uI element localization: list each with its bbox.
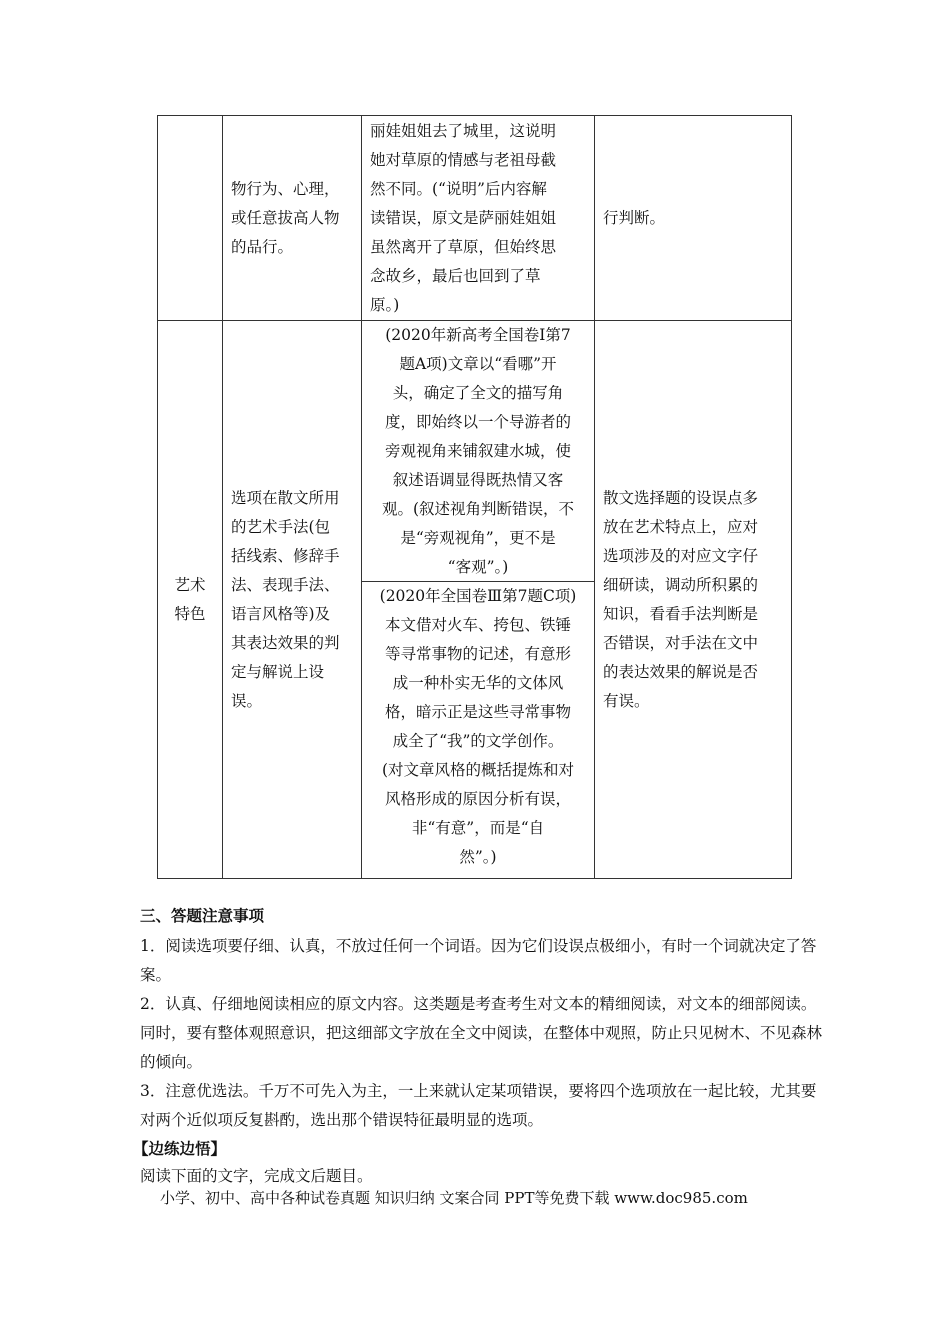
table-row — [158, 321, 792, 879]
paragraph-2: 2．认真、仔细地阅读相应的原文内容。这类题是考查考生对文本的精细阅读，对文本的细部阅读。同时，要有整体观照意识，把这细部文字放在全文中阅读，在整体中观照，防止只见树木、不见森林的倾向。 — [140, 995, 823, 1071]
row1-col4-cell: 行判断。 — [595, 116, 792, 321]
row1-col3-cell: 丽娃姐姐去了城里，这说明 她对草原的情感与老祖母截 然不同。(“说明”后内容解 读错误，原文是萨丽娃姐姐 虽然离开了草原，但始终思 念故乡，最后也回到了草 原。) — [362, 116, 595, 321]
row2-col4-cell: 散文选择题的设误点多 放在艺术特点上，应对 选项涉及的对应文字仔 细研读，调动所积累的 知识，看看手法判断是 否错误，对手法在文中 的表达效果的解说是否 有误。 — [595, 321, 792, 879]
footer-text: 小学、初中、高中各种试卷真题 知识归纳 文案合同 PPT等免费下载 www.doc985.com — [160, 1189, 748, 1207]
example-2020-new-gaokao: (2020年新高考全国卷Ⅰ第7 题A项)文章以“看哪”开 头，确定了全文的描写角 度，即始终以一个导游者的 旁观视角来铺叙建水城，使 叙述语调显得既热情又客 观。(叙述视角判断错误，不 是“旁观视角”，更不是 “客观”。) — [362, 321, 594, 582]
practice-heading: 【边练边悟】 — [133, 1140, 227, 1158]
row2-col3-cell — [362, 321, 595, 879]
analysis-table — [157, 115, 792, 879]
row2-col1-cell: 艺术 特色 — [158, 321, 223, 879]
section-heading: 三、答题注意事项 — [140, 907, 265, 925]
example-2020-national-3: (2020年全国卷Ⅲ第7题C项) 本文借对火车、挎包、铁锤 等寻常事物的记述，有意形 成一种朴实无华的文体风 格，暗示正是这些寻常事物 成全了“我”的文学创作。 (对文章风格的概括提炼和对 风格形成的原因分析有误， 非“有意”，而是“自 然”。) — [379, 587, 577, 866]
table-row — [158, 116, 792, 321]
paragraph-3: 3．注意优选法。千万不可先入为主，一上来就认定某项错误，要将四个选项放在一起比较，尤其要对两个近似项反复斟酌，选出那个错误特征最明显的选项。 — [140, 1082, 817, 1129]
row1-col2-cell: 物行为、心理， 或任意拔高人物 的品行。 — [223, 116, 362, 321]
row2-col2-cell: 选项在散文所用 的艺术手法(包 括线索、修辞手 法、表现手法、 语言风格等)及 其表达效果的判 定与解说上设 误。 — [223, 321, 362, 879]
paragraph-1: 1．阅读选项要仔细、认真，不放过任何一个词语。因为它们设误点极细小，有时一个词就决定了答案。 — [140, 937, 817, 984]
practice-instruction: 阅读下面的文字，完成文后题目。 — [140, 1167, 373, 1185]
row1-col1-cell — [158, 116, 223, 321]
